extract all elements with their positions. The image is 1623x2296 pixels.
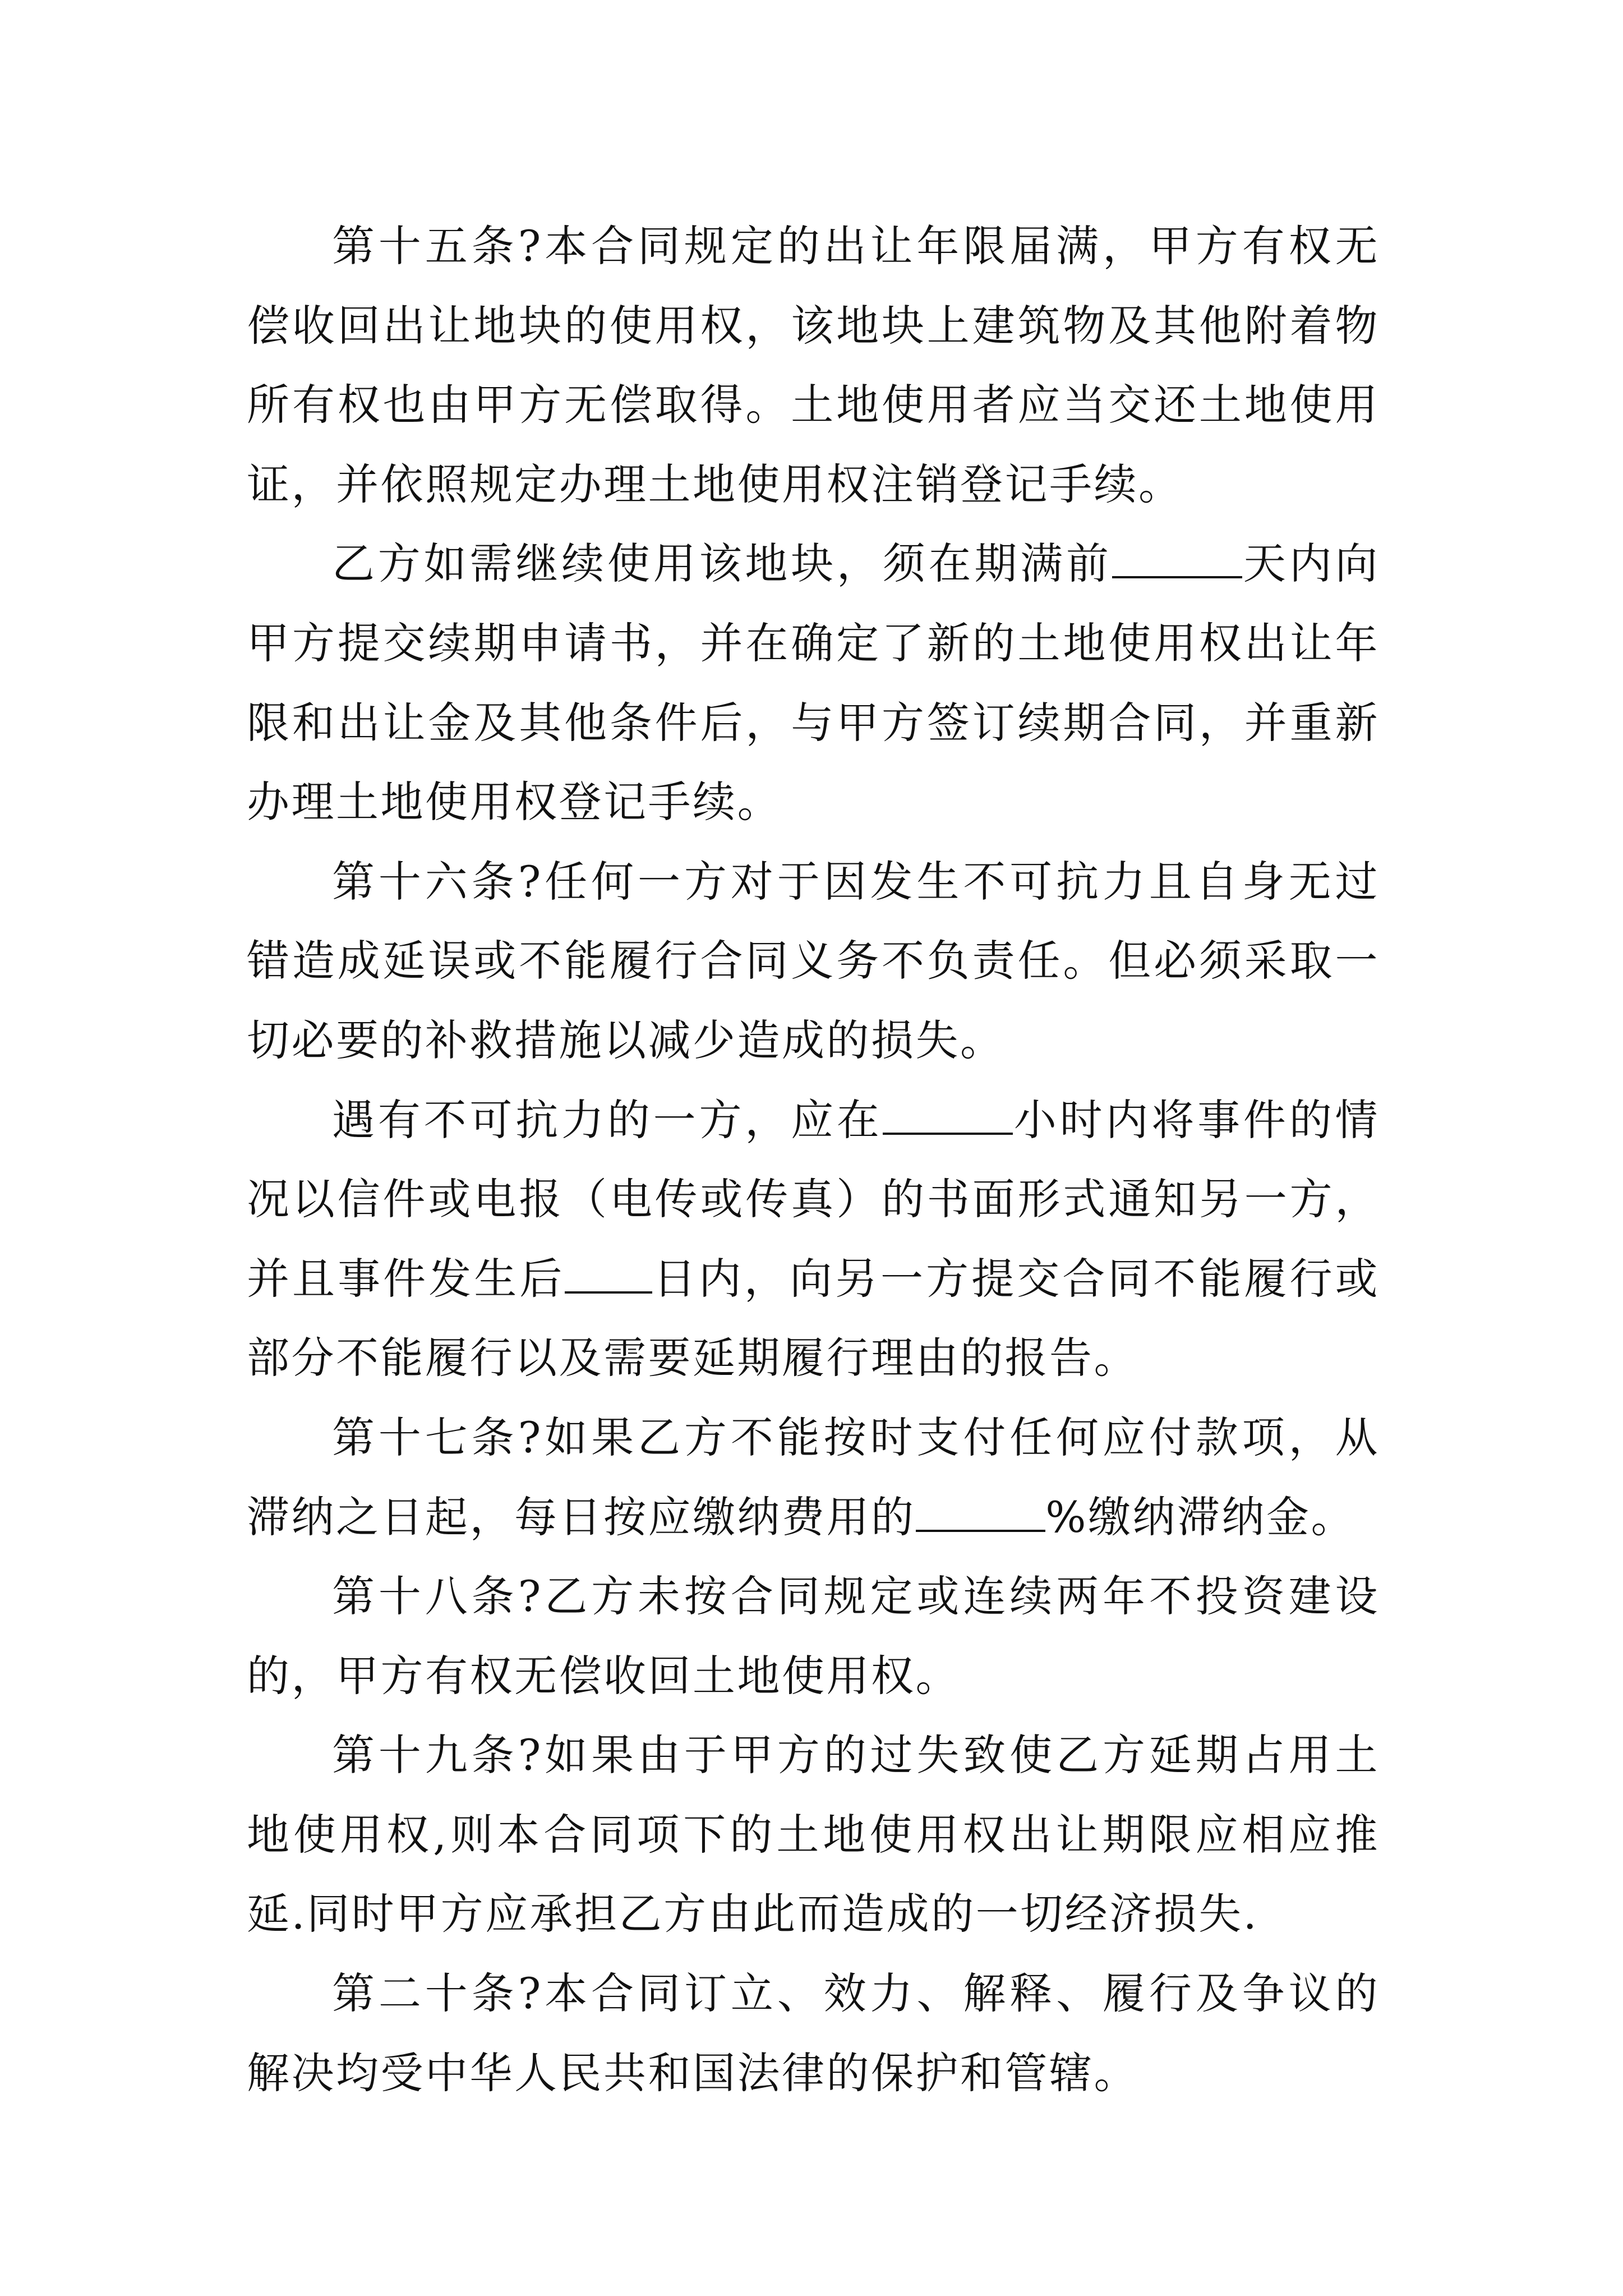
report-days-blank: [565, 1251, 652, 1294]
notice-text-part1: 遇有不可抗力的一方，应在: [332, 1094, 883, 1145]
clause-18-paragraph: 第十八条?乙方未按合同规定或连续两年不投资建设的，甲方有权无偿收回土地使用权。: [247, 1571, 1380, 1701]
clause-17-paragraph: [247, 1398, 1380, 1557]
renewal-text-after: 天内向甲方提交续期申请书，并在确定了新的土地使用权出让年限和出让金及其他条件后，与甲方签订续期合同，并重新办理土地使用权登记手续。: [247, 539, 1380, 827]
late-fee-text-before: 第十七条?如果乙方不能按时支付任何应付款项，从滞纳之日起，每日按应缴纳费用的: [247, 1412, 1380, 1542]
clause-15-paragraph: 第十五条?本合同规定的出让年限届满，甲方有权无偿收回出让地块的使用权，该地块上建筑物及其他附着物所有权也由甲方无偿取得。土地使用者应当交还土地使用证，并依照规定办理土地使用权注销登记手续。: [247, 221, 1380, 509]
late-fee-text-after: %缴纳滞纳金。: [1045, 1492, 1356, 1542]
clause-16-paragraph: 第十六条?任何一方对于因发生不可抗力且自身无过错造成延误或不能履行合同义务不负责任。但必须采取一切必要的补救措施以减少造成的损失。: [247, 856, 1380, 1065]
renewal-days-blank: [1112, 536, 1242, 578]
clause-20-paragraph: 第二十条?本合同订立、效力、解释、履行及争议的解决均受中华人民共和国法律的保护和管辖。: [247, 1968, 1380, 2098]
notice-hours-blank: [883, 1092, 1013, 1134]
renewal-text-before: 乙方如需继续使用该地块，须在期满前: [332, 539, 1112, 589]
force-majeure-notice-paragraph: [247, 1080, 1380, 1398]
clause-19-paragraph: 第十九条?如果由于甲方的过失致使乙方延期占用土地使用权,则本合同项下的土地使用权出让期限应相应推延.同时甲方应承担乙方由此而造成的一切经济损失.: [247, 1730, 1380, 1939]
late-fee-percent-blank: [916, 1489, 1046, 1531]
notice-text-part2: 小时内将事件的情况以信件或电报（电传或传真）的书面形式通知另一方，并且事件发生后: [247, 1094, 1380, 1304]
notice-text-part3: 日内，向另一方提交合同不能履行或部分不能履行以及需要延期履行理由的报告。: [247, 1253, 1380, 1383]
renewal-paragraph: [247, 524, 1380, 841]
contract-body: [247, 206, 1380, 2113]
